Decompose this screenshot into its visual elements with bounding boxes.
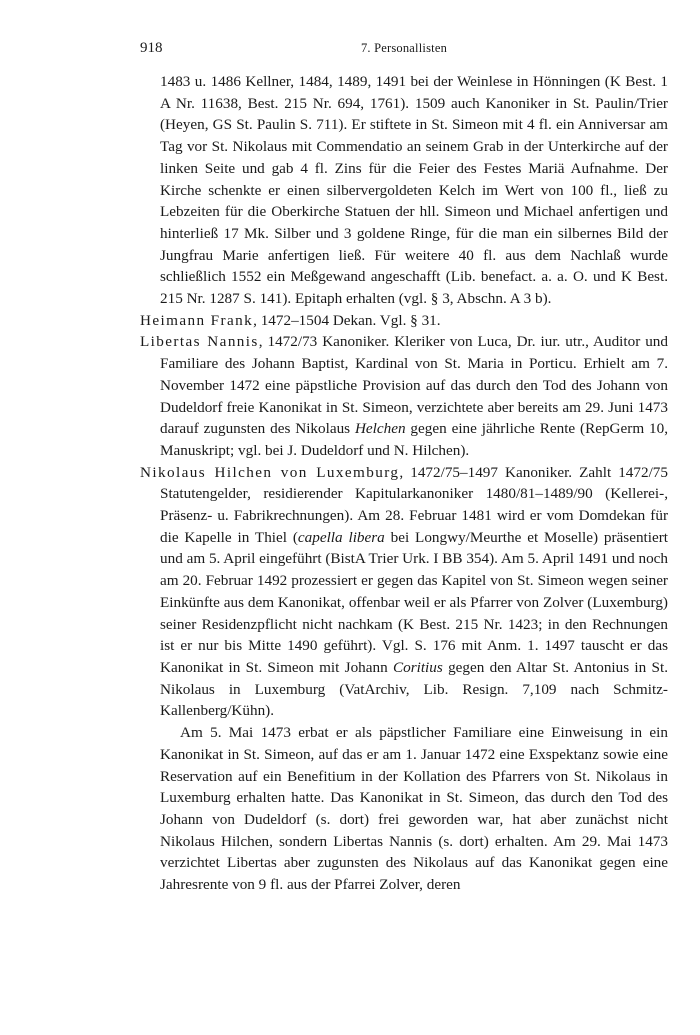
entry-text: Am 5. Mai 1473 erbat er als päpstlicher Familiare eine Einweisung in ein Kanonikat in St. Simeon, auf das er am 1. Januar 1472 eine Exspektanz sowie eine Reservation auf ein Benefitium in der Kollation des Pfarrers von St. Nikolaus in Luxemburg erhalten hatte. Das Kanonikat in St. Simeon, das durch den Tod des Johann von Dudeldorf (s. dort) frei geworden war, hat aber zunächst nicht Nikolaus Hilchen, sondern Libertas Nannis (s. dort) erhalten. Am 29. Mai 1473 verzichtet Libertas aber zugunsten des Nikolaus auf das Kanonikat gegen eine Jahresrente von 9 fl. aus der Pfarrei Zolver, deren	[160, 724, 668, 894]
entry-text: , 1472/75–1497 Kanoniker. Zahlt 1472/75 Statutengelder, residierender Kapitularkanoniker 1480/81–1489/90 (Kellerei-, Präsenz- u. Fabrikrechnungen). Am 28. Februar 1481 wird er vom Domdekan für die Kapelle in Thiel (	[160, 463, 668, 546]
entry-text: bei Longwy/Meurthe et Moselle) präsentiert und am 5. April eingeführt (BistA Trier Urk. I BB 354). Am 5. April 1491 und noch am 20. Februar 1492 prozessiert er gegen das Kapitel von St. Simeon wegen seiner Einkünfte aus dem Kanonikat, offenbar weil er als Pfarrer von Zolver (Luxemburg) seiner Residenzpflicht nicht nachkam (K Best. 215 Nr. 1423; in den Rechnungen ist er nur bis Mitte 1490 geführt). Vgl. S. 176 mit Anm. 1. 1497 tauscht er das Kanonikat in St. Simeon mit Johann	[160, 528, 668, 676]
entry-continuation: 1483 u. 1486 Kellner, 1484, 1489, 1491 bei der Weinlese in Hönningen (K Best. 1 A Nr. 11638, Best. 215 Nr. 694, 1761). 1509 auch Kanoniker in St. Paulin/Trier (Heyen, GS St. Paulin S. 711). Er stiftete in St. Simeon mit 4 fl. ein Anniversar am Tag vor St. Nikolaus mit Commendatio an seinem Grab in der Unterkirche auf der linken Seite und gab 4 fl. Zins für die Feier des Festes Mariä Aufnahme. Der Kirche schenkte er einen silbervergoldeten Kelch im Wert von 100 fl., ließ zu Lebzeiten für die Oberkirche Statuen der hll. Simeon und Michael anfertigen und hinterließ 17 Mk. Silber und 3 goldene Ringe, für die man ein silbernes Bild der Jungfrau Marie anfertigen ließ. Für weitere 40 fl. aus dem Nachlaß wurde schließlich 1552 ein Meßgewand angeschafft (Lib. benefact. a. a. O. und K Best. 215 Nr. 1287 S. 141). Epitaph erhalten (vgl. § 3, Abschn. A 3 b).	[160, 73, 668, 308]
entry-nikolaus-hilchen	[140, 462, 668, 722]
entry-text: gegen eine jährliche Rente (RepGerm 10, Manuskript; vgl. bei J. Dudeldorf und N. Hilchen).	[160, 420, 668, 459]
entry-italic: capella libera	[297, 528, 385, 546]
entry-italic: Coritius	[392, 658, 443, 676]
entry-name: Libertas Nannis	[140, 333, 259, 351]
entry-libertas-nannis	[140, 331, 668, 461]
page-header	[140, 40, 668, 62]
entry-text: , 1472/73 Kanoniker. Kleriker von Luca, Dr. iur. utr., Auditor und Familiare des Johann Baptist, Kardinal von St. Maria in Porticu. Erhielt am 7. November 1472 eine päpstliche Provision auf das durch den Tod des Johann von Dudeldorf freie Kanonikat in St. Simeon, verzichtete aber bereits am 29. Juni 1473 darauf zugunsten des Nikolaus	[160, 333, 668, 438]
entry-text: , 1472–1504 Dekan. Vgl. § 31.	[253, 311, 441, 329]
text-body	[140, 71, 668, 896]
running-title: 7. Personallisten	[360, 41, 448, 55]
page-number: 918	[140, 40, 163, 56]
entry-name: Nikolaus Hilchen von Luxemburg	[140, 463, 400, 481]
entry-name: Heimann Frank	[140, 311, 254, 329]
entry-heimann-frank	[140, 310, 668, 332]
entry-text: gegen den Altar St. Antonius in St. Nikolaus in Luxemburg (VatArchiv, Lib. Resign. 7,109 nach Schmitz-Kallenberg/Kühn).	[160, 658, 668, 720]
entry-italic: Helchen	[354, 420, 406, 438]
entry-nikolaus-paragraph-2	[140, 722, 668, 896]
